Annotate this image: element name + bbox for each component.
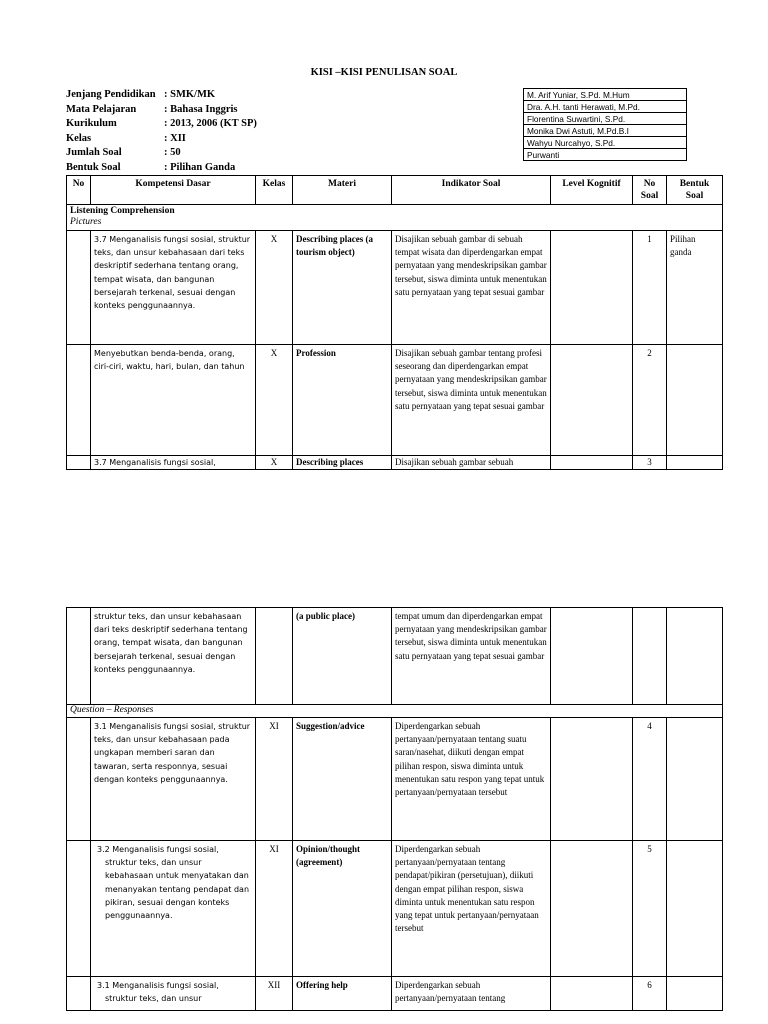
meta-row-bentuk <box>66 161 257 176</box>
meta-row-kurikulum <box>66 117 257 132</box>
level-cell <box>551 718 633 841</box>
kd-cell: struktur teks, dan unsur kebahasaan dari teks deskriptif sederhana tentang orang, tempat wisata, dan bangunan bersejarah terkenal, sesuai dengan konteks penggunaannya. <box>91 608 256 705</box>
nosoal-cell: 3 <box>633 456 667 470</box>
indikator-cell: Disajikan sebuah gambar sebuah <box>392 456 551 470</box>
header-nosoal: No Soal <box>633 176 667 205</box>
kd-cell: 3.2 Menganalisis fungsi sosial, struktur teks, dan unsur kebahasaan untuk menyatakan dan menanyakan tentang pendapat dan pikiran, sesuai dengan konteks penggunaannya. <box>91 841 256 977</box>
indikator-cell: Diperdengarkan sebuah pertanyaan/pernyataan tentang suatu saran/nasehat, diikuti dengan empat pilihan respon, siswa diminta untuk menentukan satu respon yang tepat untuk pertanyaan/pernyataan tersebut <box>392 718 551 841</box>
kisi-table-page-1 <box>66 175 723 470</box>
author-list <box>523 88 687 161</box>
table-row <box>67 608 723 705</box>
meta-label: Bentuk Soal <box>66 161 121 173</box>
nosoal-cell: 1 <box>633 231 667 345</box>
meta-label: Kurikulum <box>66 118 117 130</box>
meta-value: : Bahasa Inggris <box>164 103 238 115</box>
level-cell <box>551 231 633 345</box>
kelas-cell: XI <box>256 718 293 841</box>
kelas-cell: XI <box>256 841 293 977</box>
meta-label: Jumlah Soal <box>66 147 122 159</box>
header-bentuk: Bentuk Soal <box>667 176 723 205</box>
header-indikator: Indikator Soal <box>392 176 551 205</box>
kd-cell: 3.7 Menganalisis fungsi sosial, <box>91 456 256 470</box>
table-row <box>67 977 723 1011</box>
kelas-cell: X <box>256 456 293 470</box>
indikator-cell: Diperdengarkan sebuah pertanyaan/pernyataan tentang pendapat/pikiran (persetujuan), diikuti dengan empat pilihan respon, siswa diminta untuk menentukan satu respon yang tepat untuk pertanyaan/pernyataan tersebut <box>392 841 551 977</box>
table-header-row <box>67 176 723 205</box>
nosoal-cell: 4 <box>633 718 667 841</box>
author-name: Monika Dwi Astuti, M.Pd.B.I <box>524 125 687 137</box>
meta-row-kelas <box>66 132 257 147</box>
kd-cell: 3.1 Menganalisis fungsi sosial, struktur teks, dan unsur kebahasaan pada ungkapan memberi saran dan tawaran, serta responnya, sesuai dengan konteks penggunaannya. <box>91 718 256 841</box>
level-cell <box>551 977 633 1011</box>
section-title: Listening Comprehension <box>70 206 175 216</box>
indikator-cell: tempat umum dan diperdengarkan empat pernyataan yang mendeskripsikan gambar tersebut, siswa diminta untuk menentukan satu pernyataan yang tepat sesuai gambar <box>392 608 551 705</box>
table-row <box>67 841 723 977</box>
materi-cell: Describing places <box>293 456 392 470</box>
kd-cell: 3.1 Menganalisis fungsi sosial, struktur teks, dan unsur <box>91 977 256 1011</box>
indikator-cell: Disajikan sebuah gambar di sebuah tempat wisata dan diperdengarkan empat pernyataan yang mendeskripsikan gambar tersebut, siswa diminta untuk menentukan satu pernyataan yang tepat sesuai gambar <box>392 231 551 345</box>
author-name: M. Arif Yuniar, S.Pd. M.Hum <box>524 89 687 101</box>
meta-row-jenjang <box>66 88 257 103</box>
level-cell <box>551 456 633 470</box>
author-name: Dra. A.H. tanti Herawati, M.Pd. <box>524 101 687 113</box>
meta-value: : SMK/MK <box>164 89 216 100</box>
materi-cell: Describing places (a tourism object) <box>293 231 392 345</box>
table-row <box>67 456 723 470</box>
nosoal-cell: 5 <box>633 841 667 977</box>
level-cell <box>551 345 633 456</box>
meta-label: Jenjang Pendidikan <box>66 89 156 100</box>
nosoal-cell: 2 <box>633 345 667 456</box>
header-level: Level Kognitif <box>551 176 633 205</box>
level-cell <box>551 608 633 705</box>
subsection-title: Pictures <box>70 217 102 227</box>
level-cell <box>551 841 633 977</box>
section-row <box>67 705 723 718</box>
kd-cell: Menyebutkan benda-benda, orang, ciri-ciri, waktu, hari, bulan, dan tahun <box>91 345 256 456</box>
document-meta <box>66 88 257 176</box>
kisi-table-page-2 <box>66 607 723 1011</box>
kelas-cell: X <box>256 231 293 345</box>
meta-label: Mata Pelajaran <box>66 103 137 115</box>
materi-cell: (a public place) <box>293 608 392 705</box>
header-no: No <box>67 176 91 205</box>
materi-cell: Suggestion/advice <box>293 718 392 841</box>
table-row <box>67 231 723 345</box>
author-name: Purwanti <box>524 149 687 161</box>
materi-cell: Offering help <box>293 977 392 1011</box>
nosoal-cell: 6 <box>633 977 667 1011</box>
bentuk-cell: Pilihan ganda <box>667 231 723 345</box>
subsection-title: Question – Responses <box>70 705 154 715</box>
table-row <box>67 345 723 456</box>
section-row <box>67 205 723 231</box>
meta-row-mapel <box>66 103 257 118</box>
author-name: Florentina Suwartini, S.Pd. <box>524 113 687 125</box>
meta-value: : 2013, 2006 (KT SP) <box>164 118 257 130</box>
materi-cell: Profession <box>293 345 392 456</box>
meta-value: : Pilihan Ganda <box>164 161 236 173</box>
indikator-cell: Diperdengarkan sebuah pertanyaan/pernyataan tentang <box>392 977 551 1011</box>
meta-value: : XII <box>164 132 186 144</box>
table-row <box>67 718 723 841</box>
meta-label: Kelas <box>66 132 92 144</box>
meta-row-jumlah <box>66 146 257 161</box>
document-title: KISI –KISI PENULISAN SOAL <box>310 67 458 78</box>
header-materi: Materi <box>293 176 392 205</box>
kelas-cell: X <box>256 345 293 456</box>
meta-value: : 50 <box>164 147 181 159</box>
header-kompetensi: Kompetensi Dasar <box>91 176 256 205</box>
author-name: Wahyu Nurcahyo, S.Pd. <box>524 137 687 149</box>
indikator-cell: Disajikan sebuah gambar tentang profesi seseorang dan diperdengarkan empat pernyataan yang mendeskripsikan gambar tersebut, siswa diminta untuk menentukan satu pernyataan yang tepat sesuai gambar <box>392 345 551 456</box>
header-kelas: Kelas <box>256 176 293 205</box>
kelas-cell: XII <box>256 977 293 1011</box>
kd-cell: 3.7 Menganalisis fungsi sosial, struktur teks, dan unsur kebahasaan dari teks deskriptif sederhana tentang orang, tempat wisata, dan bangunan bersejarah terkenal, sesuai dengan konteks penggunaannya. <box>91 231 256 345</box>
materi-cell: Opinion/thought (agreement) <box>293 841 392 977</box>
